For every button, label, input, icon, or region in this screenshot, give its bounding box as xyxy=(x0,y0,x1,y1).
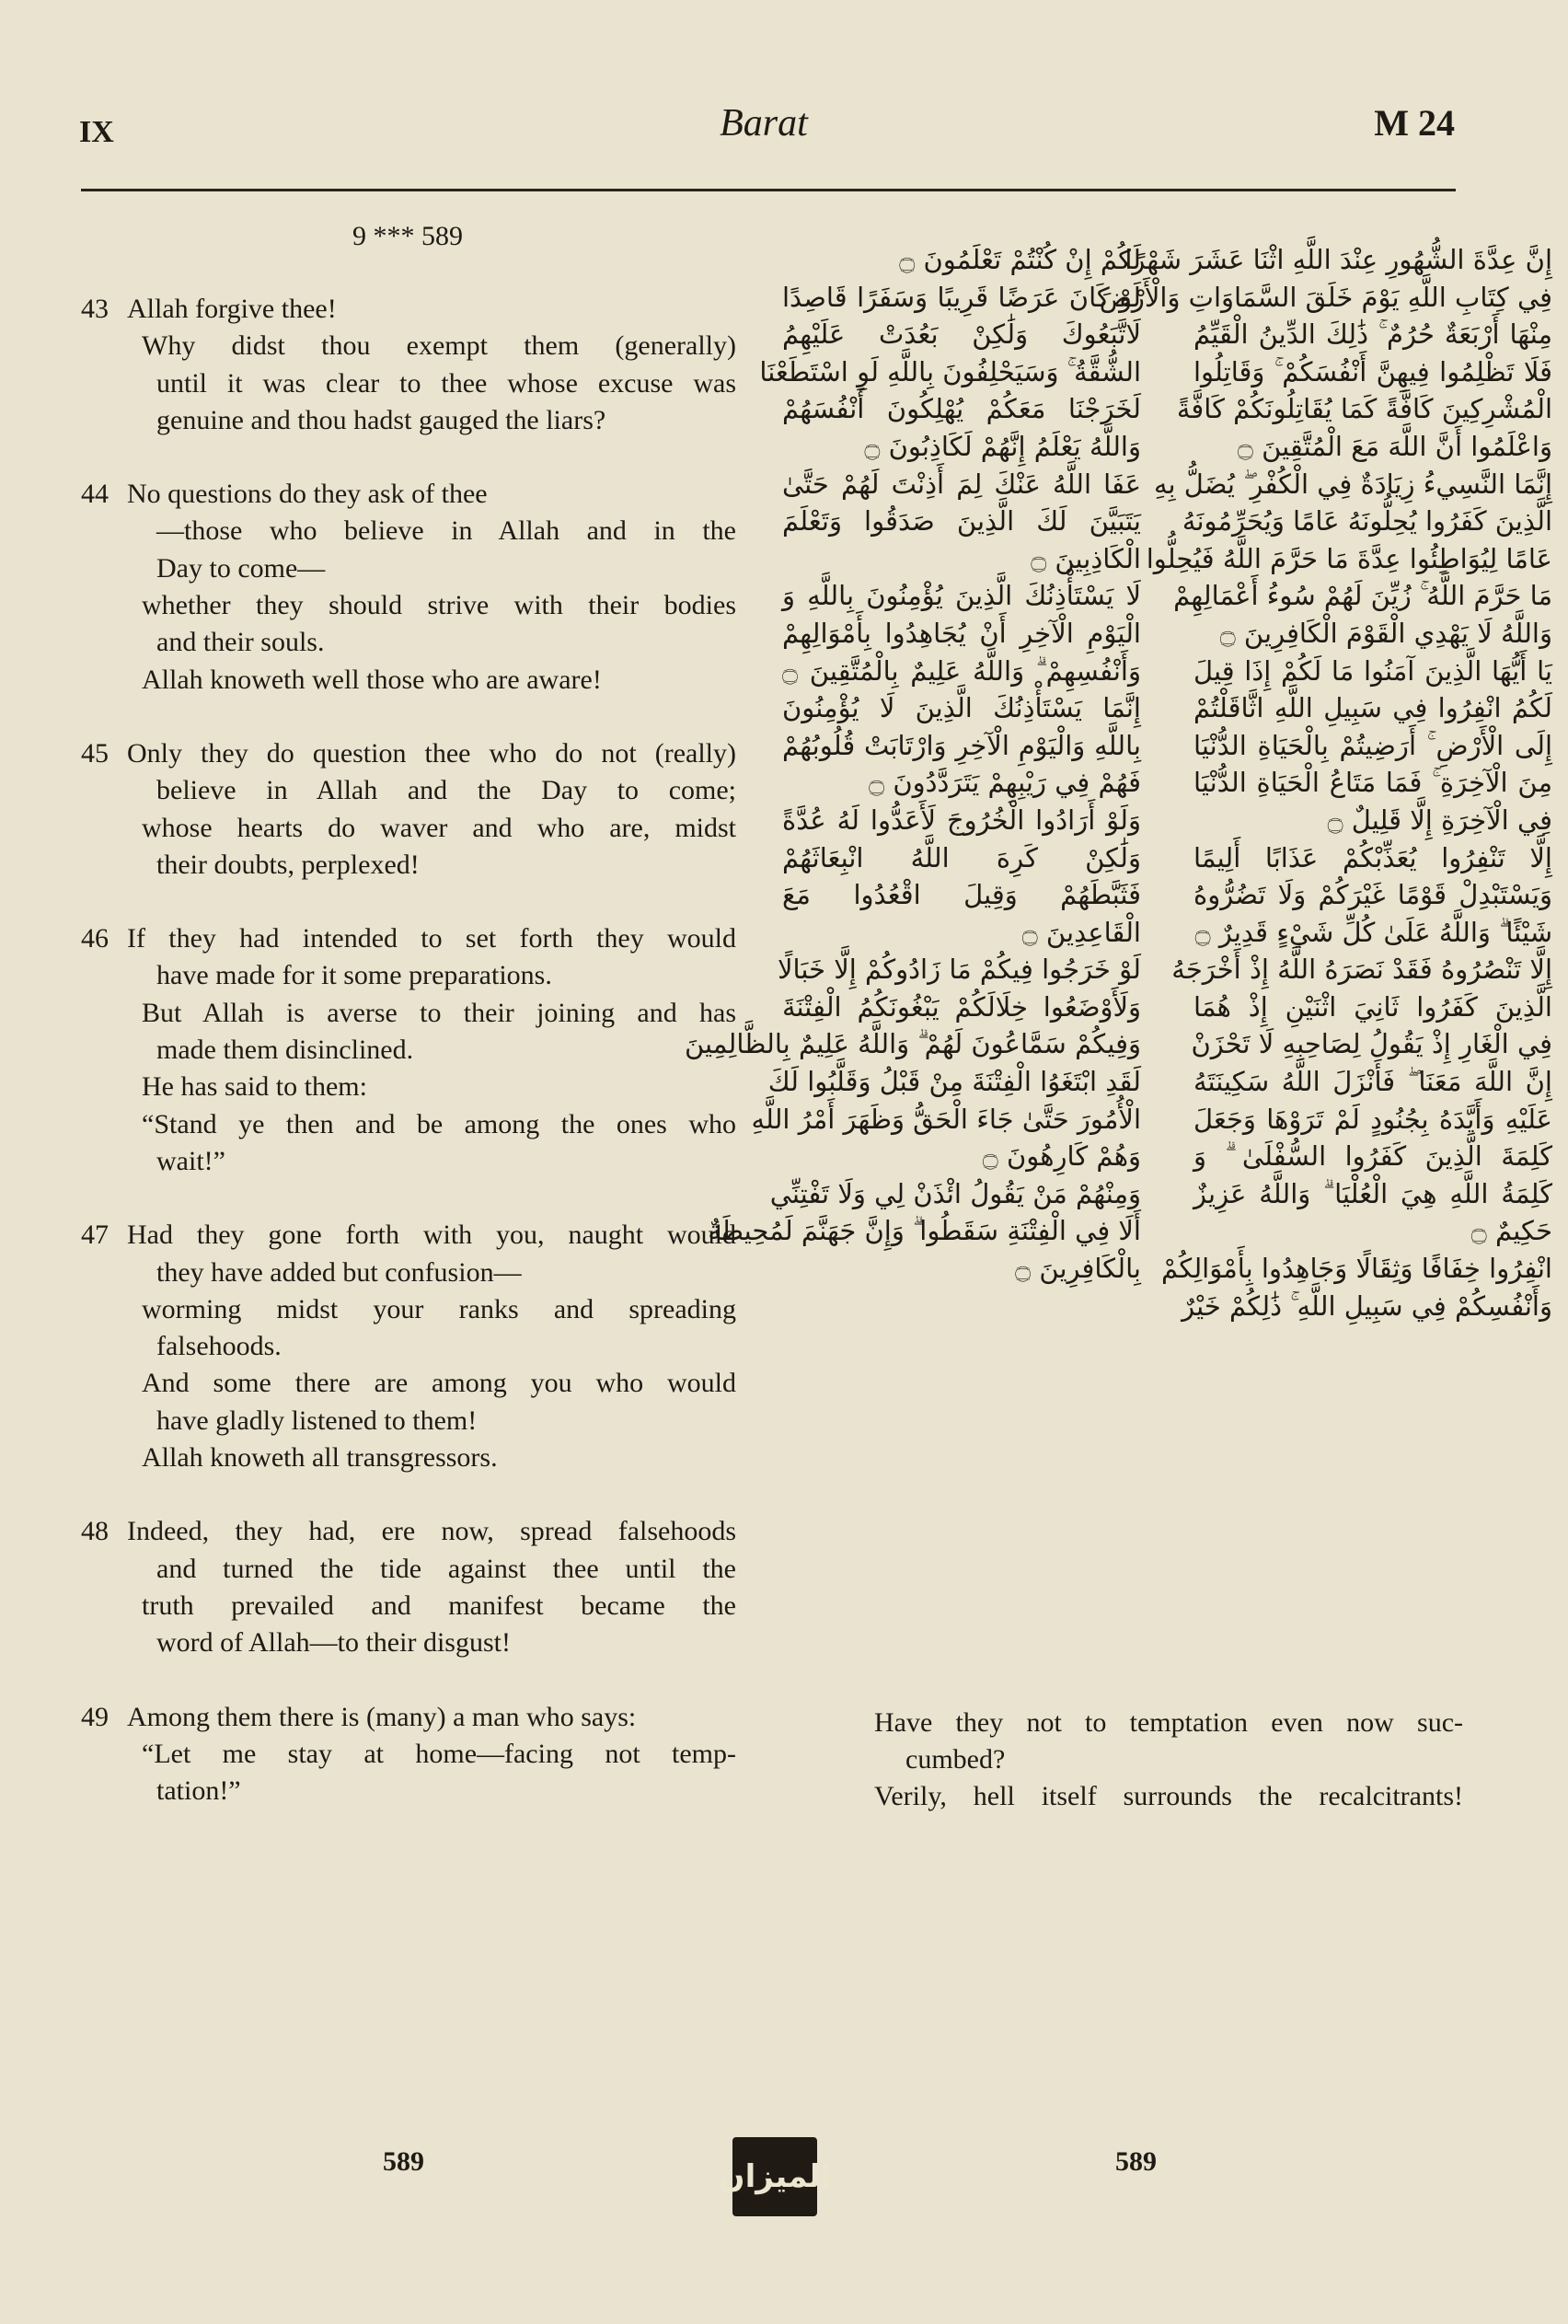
verse-reference: 9 *** 589 xyxy=(352,221,463,251)
arabic-line: وَلَأَوْضَعُوا خِلَالَكُمْ يَبْغُونَكُمُ الْفِتْنَةَ xyxy=(782,990,1141,1023)
arabic-line: إِلَى الْأَرْضِ ۚ أَرَضِيتُمْ بِالْحَيَاةِ الدُّنْيَا xyxy=(1193,729,1552,761)
verse-number: 46 xyxy=(81,923,109,954)
verse-line: falsehoods. xyxy=(156,1331,282,1362)
arabic-line: الْمُشْرِكِينَ كَافَّةً كَمَا يُقَاتِلُونَكُمْ كَافَّةً xyxy=(1176,393,1552,425)
arabic-line: وَيَسْتَبْدِلْ قَوْمًا غَيْرَكُمْ وَلَا تَضُرُّوهُ xyxy=(1193,879,1552,911)
verse-46 xyxy=(81,920,736,1180)
arabic-line: مِنْهَا أَرْبَعَةٌ حُرُمٌ ۚ ذَٰلِكَ الدِّينُ الْقَيِّمُ xyxy=(1193,318,1552,351)
arabic-line: الشُّقَّةُ ۚ وَسَيَحْلِفُونَ بِاللَّهِ لَوِ اسْتَطَعْنَا xyxy=(759,355,1141,387)
arabic-line: فِي الْغَارِ إِذْ يَقُولُ لِصَاحِبِهِ لَا تَحْزَنْ xyxy=(1191,1028,1552,1060)
verse-line: Had they gone forth with you, naught would xyxy=(127,1220,736,1251)
arabic-line: الَّذِينَ كَفَرُوا يُحِلُّونَهُ عَامًا وَيُحَرِّمُونَهُ xyxy=(1182,505,1552,538)
arabic-line: إِنَّ اللَّهَ مَعَنَا ۖ فَأَنْزَلَ اللَّهُ سَكِينَتَهُ xyxy=(1193,1066,1552,1098)
arabic-line: إِنَّ عِدَّةَ الشُّهُورِ عِنْدَ اللَّهِ اثْنَا عَشَرَ شَهْرًا xyxy=(1124,244,1552,275)
verse-48 xyxy=(81,1513,736,1661)
verse-47 xyxy=(81,1217,736,1476)
arabic-line: مِنَ الْآخِرَةِ ۚ فَمَا مَتَاعُ الْحَيَاةِ الدُّنْيَا xyxy=(1193,767,1552,799)
arabic-line: وَمِنْهُمْ مَنْ يَقُولُ ائْذَنْ لِي وَلَا تَفْتِنِّي xyxy=(769,1177,1141,1209)
continuation-line: Have they not to temptation even now suc- xyxy=(874,1707,1463,1738)
arabic-line: وَأَنْفُسِهِمْ ۗ وَاللَّهُ عَلِيمٌ بِالْمُتَّقِينَ ۝ xyxy=(782,654,1141,687)
page-number-right: 589 xyxy=(1115,2146,1157,2177)
verse-line: Indeed, they had, ere now, spread falsehoods xyxy=(127,1516,736,1547)
arabic-line: إِنَّمَا النَّسِيءُ زِيَادَةٌ فِي الْكُفْرِ ۖ يُضَلُّ بِهِ xyxy=(1153,468,1552,500)
arabic-line: الْيَوْمِ الْآخِرِ أَنْ يُجَاهِدُوا بِأَمْوَالِهِمْ xyxy=(782,617,1141,649)
verse-line: word of Allah—to their disgust! xyxy=(156,1627,511,1659)
arabic-line: الْأُمُورَ حَتَّىٰ جَاءَ الْحَقُّ وَظَهَرَ أَمْرُ اللَّهِ xyxy=(751,1103,1141,1135)
arabic-line: وَهُمْ كَارِهُونَ ۝ xyxy=(982,1140,1141,1173)
verse-line: and their souls. xyxy=(156,627,325,658)
verse-line: No questions do they ask of thee xyxy=(127,479,488,510)
arabic-line: بِاللَّهِ وَالْيَوْمِ الْآخِرِ وَارْتَابَتْ قُلُوبُهُمْ xyxy=(782,729,1141,761)
continuation-line: Verily, hell itself surrounds the recalcitrants! xyxy=(874,1781,1463,1811)
verse-line: their doubts, perplexed! xyxy=(156,849,420,880)
arabic-line: وَلَوْ أَرَادُوا الْخُرُوجَ لَأَعَدُّوا لَهُ عُدَّةً xyxy=(782,804,1141,836)
arabic-line: كَلِمَةَ الَّذِينَ كَفَرُوا السُّفْلَىٰ ۗ وَ xyxy=(1193,1140,1552,1173)
verse-49-continuation xyxy=(874,1705,1463,1815)
arabic-line: لَخَرَجْنَا مَعَكُمْ يُهْلِكُونَ أَنْفُسَهُمْ xyxy=(782,393,1141,425)
verse-line: Among them there is (many) a man who says: xyxy=(127,1701,637,1732)
arabic-line: فِي كِتَابِ اللَّهِ يَوْمَ خَلَقَ السَّمَاوَاتِ وَالْأَرْضَ xyxy=(1099,281,1552,313)
arabic-line: يَتَبَيَّنَ لَكَ الَّذِينَ صَدَقُوا وَتَعْلَمَ xyxy=(782,505,1141,538)
arabic-line: أَلَا فِي الْفِتْنَةِ سَقَطُوا ۗ وَإِنَّ جَهَنَّمَ لَمُحِيطَةٌ xyxy=(708,1215,1141,1247)
logo-text: الميزان xyxy=(718,2158,832,2195)
arabic-line: لَكُمْ إِنْ كُنْتُمْ تَعْلَمُونَ ۝ xyxy=(899,244,1141,275)
arabic-line: وَفِيكُمْ سَمَّاعُونَ لَهُمْ ۗ وَاللَّهُ عَلِيمٌ بِالظَّالِمِينَ xyxy=(684,1028,1141,1060)
english-translation xyxy=(81,291,736,1846)
verse-number: 44 xyxy=(81,479,109,510)
arabic-line: عَامًا لِيُوَاطِئُوا عِدَّةَ مَا حَرَّمَ اللَّهُ فَيُحِلُّوا xyxy=(1146,542,1552,574)
verse-line: Allah forgive thee! xyxy=(127,294,337,324)
verse-line: they have added but confusion— xyxy=(156,1256,522,1288)
arabic-column-right xyxy=(1099,241,1552,1324)
verse-line: Allah knoweth well those who are aware! xyxy=(142,664,602,695)
verse-line: “Stand ye then and be among the ones who xyxy=(142,1108,736,1139)
verse-43 xyxy=(81,291,736,439)
verse-line: and turned the tide against thee until the xyxy=(156,1553,736,1584)
verse-line: If they had intended to set forth they would xyxy=(127,923,736,954)
verse-number: 47 xyxy=(81,1220,109,1251)
page-number-left: 589 xyxy=(383,2146,424,2177)
verse-line: And some there are among you who would xyxy=(142,1368,736,1399)
verse-line: tation!” xyxy=(156,1775,241,1807)
arabic-line: فَثَبَّطَهُمْ وَقِيلَ اقْعُدُوا مَعَ xyxy=(782,879,1141,911)
arabic-line: وَلَٰكِنْ كَرِهَ اللَّهُ انْبِعَاثَهُمْ xyxy=(782,841,1141,873)
verse-line: He has said to them: xyxy=(142,1071,367,1103)
verse-line: Allah knoweth all transgressors. xyxy=(142,1442,498,1474)
arabic-column-middle xyxy=(684,241,1141,1288)
arabic-line: إِلَّا تَنْفِرُوا يُعَذِّبْكُمْ عَذَابًا أَلِيمًا xyxy=(1193,841,1552,873)
arabic-line: لَوْ كَانَ عَرَضًا قَرِيبًا وَسَفَرًا قَاصِدًا xyxy=(782,281,1141,313)
arabic-line: بِالْكَافِرِينَ ۝ xyxy=(1015,1253,1141,1285)
arabic-line: لَا يَسْتَأْذِنُكَ الَّذِينَ يُؤْمِنُونَ بِاللَّهِ وَ xyxy=(782,580,1141,612)
arabic-line: وَاللَّهُ يَعْلَمُ إِنَّهُمْ لَكَاذِبُونَ ۝ xyxy=(864,430,1141,462)
verse-line: “Let me stay at home—facing not temp- xyxy=(142,1738,736,1769)
arabic-line: انْفِرُوا خِفَافًا وَثِقَالًا وَجَاهِدُوا بِأَمْوَالِكُمْ xyxy=(1161,1253,1552,1285)
arabic-line: فَلَا تَظْلِمُوا فِيهِنَّ أَنْفُسَكُمْ ۚ وَقَاتِلُوا xyxy=(1193,355,1552,387)
arabic-line: عَلَيْهِ وَأَيَّدَهُ بِجُنُودٍ لَمْ تَرَوْهَا وَجَعَلَ xyxy=(1193,1103,1552,1135)
verse-line: Why didst thou exempt them (generally) xyxy=(142,330,736,362)
verse-line: genuine and thou hadst gauged the liars? xyxy=(156,404,606,435)
verse-line: have made for it some preparations. xyxy=(156,960,552,991)
arabic-line: وَاللَّهُ لَا يَهْدِي الْقَوْمَ الْكَافِرِينَ ۝ xyxy=(1219,617,1552,649)
verse-line: truth prevailed and manifest became the xyxy=(142,1590,736,1621)
arabic-line: إِنَّمَا يَسْتَأْذِنُكَ الَّذِينَ لَا يُؤْمِنُونَ xyxy=(782,692,1141,724)
verse-44 xyxy=(81,476,736,699)
arabic-line: لَكُمُ انْفِرُوا فِي سَبِيلِ اللَّهِ اثَّاقَلْتُمْ xyxy=(1193,692,1552,724)
arabic-line: حَكِيمٌ ۝ xyxy=(1470,1215,1552,1247)
verse-number: 48 xyxy=(81,1516,109,1547)
verse-line: believe in Allah and the Day to come; xyxy=(156,775,736,806)
arabic-line: الْكَاذِبِينَ ۝ xyxy=(1031,542,1141,574)
verse-line: Only they do question thee who do not (really) xyxy=(127,737,736,769)
verse-line: But Allah is averse to their joining and has xyxy=(142,997,736,1028)
page-title: Barat xyxy=(720,102,808,145)
arabic-line: لَوْ خَرَجُوا فِيكُمْ مَا زَادُوكُمْ إِلَّا خَبَالًا xyxy=(777,954,1141,986)
arabic-line: وَأَنْفُسِكُمْ فِي سَبِيلِ اللَّهِ ۚ ذَٰلِكُمْ خَيْرٌ xyxy=(1182,1289,1552,1322)
chapter-numeral: IX xyxy=(79,115,114,149)
verse-45 xyxy=(81,735,736,884)
verse-line: whether they should strive with their bodies xyxy=(142,590,736,621)
arabic-line: فِي الْآخِرَةِ إِلَّا قَلِيلٌ ۝ xyxy=(1327,804,1552,836)
arabic-line: مَا حَرَّمَ اللَّهُ ۚ زُيِّنَ لَهُمْ سُوءُ أَعْمَالِهِمْ xyxy=(1173,580,1552,612)
verse-number: 43 xyxy=(81,294,109,324)
arabic-line: شَيْئًا ۗ وَاللَّهُ عَلَىٰ كُلِّ شَيْءٍ قَدِيرٌ ۝ xyxy=(1194,916,1552,948)
header-rule xyxy=(81,189,1456,191)
arabic-line: لَاتَّبَعُوكَ وَلَٰكِنْ بَعُدَتْ عَلَيْهِمُ xyxy=(782,318,1141,351)
publisher-logo xyxy=(718,2137,832,2216)
arabic-line: الْقَاعِدِينَ ۝ xyxy=(1021,916,1141,948)
verse-49 xyxy=(81,1699,736,1810)
arabic-line: لَقَدِ ابْتَغَوُا الْفِتْنَةَ مِنْ قَبْلُ وَقَلَّبُوا لَكَ xyxy=(767,1066,1141,1098)
verse-number: 49 xyxy=(81,1701,109,1732)
arabic-line: وَاعْلَمُوا أَنَّ اللَّهَ مَعَ الْمُتَّقِينَ ۝ xyxy=(1237,430,1552,462)
verse-line: made them disinclined. xyxy=(156,1035,414,1066)
verse-line: —those who believe in Allah and in the xyxy=(156,515,736,547)
verse-line: whose hearts do waver and who are, midst xyxy=(142,812,736,843)
verse-line: Day to come— xyxy=(156,552,326,584)
arabic-line: يَا أَيُّهَا الَّذِينَ آمَنُوا مَا لَكُمْ إِذَا قِيلَ xyxy=(1193,654,1552,687)
arabic-line: إِلَّا تَنْصُرُوهُ فَقَدْ نَصَرَهُ اللَّهُ إِذْ أَخْرَجَهُ xyxy=(1171,954,1552,986)
continuation-line: cumbed? xyxy=(905,1744,1006,1775)
verse-number: 45 xyxy=(81,737,109,769)
verse-line: have gladly listened to them! xyxy=(156,1405,478,1436)
verse-line: worming midst your ranks and spreading xyxy=(142,1293,736,1324)
arabic-line: الَّذِينَ كَفَرُوا ثَانِيَ اثْنَيْنِ إِذْ هُمَا xyxy=(1193,990,1552,1023)
verse-line: wait!” xyxy=(156,1145,225,1176)
section-code: M 24 xyxy=(1374,102,1455,144)
verse-line: until it was clear to thee whose excuse was xyxy=(156,367,736,399)
arabic-line: عَفَا اللَّهُ عَنْكَ لِمَ أَذِنْتَ لَهُمْ حَتَّىٰ xyxy=(782,468,1141,500)
arabic-line: كَلِمَةُ اللَّهِ هِيَ الْعُلْيَا ۗ وَاللَّهُ عَزِيزٌ xyxy=(1193,1177,1552,1209)
arabic-line: فَهُمْ فِي رَيْبِهِمْ يَتَرَدَّدُونَ ۝ xyxy=(869,767,1141,799)
